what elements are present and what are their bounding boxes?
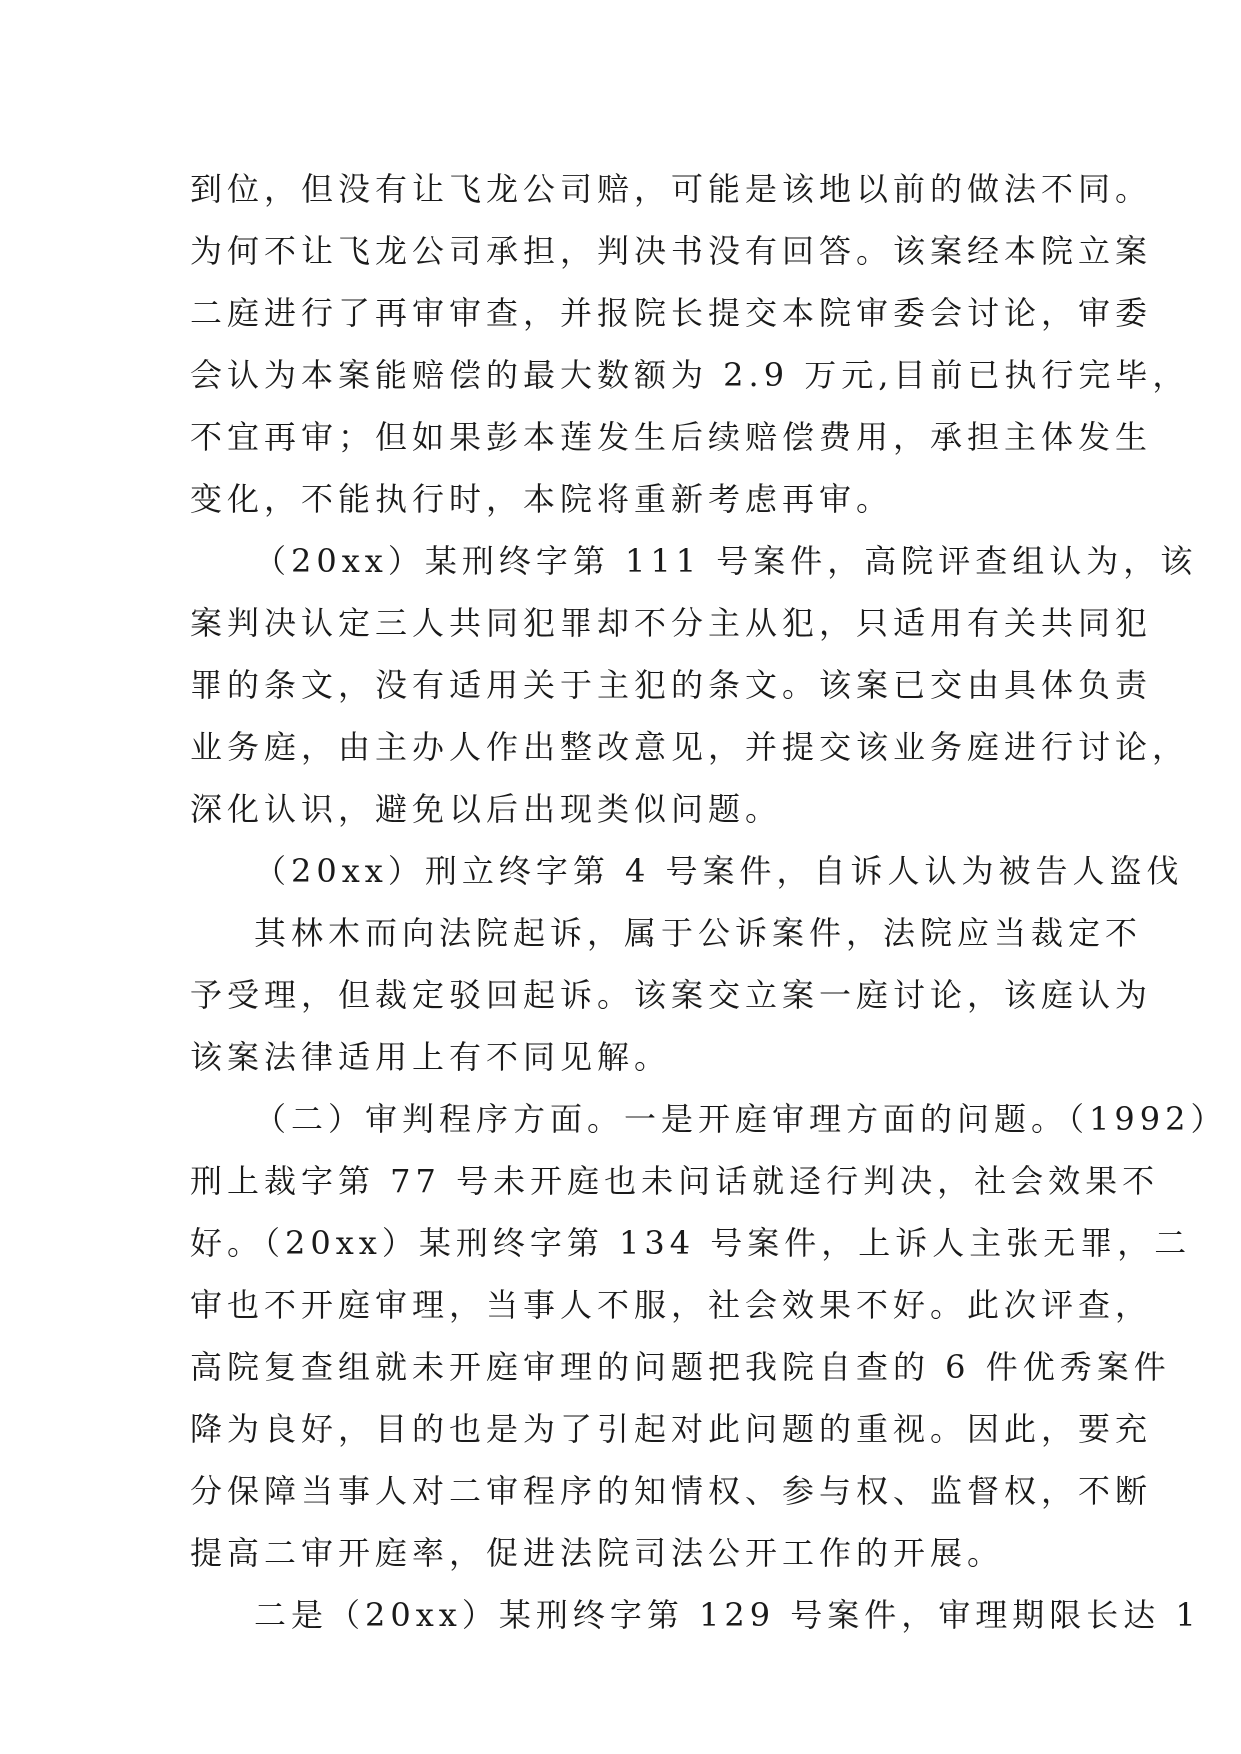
text-line: 深化认识，避免以后出现类似问题。 [190, 790, 783, 828]
text-line: 分保障当事人对二审程序的知情权、参与权、监督权，不断 [190, 1472, 1153, 1510]
paragraph-start-line: 二是（20xx）某刑终字第 129 号案件，审理期限长达 1 [254, 1596, 1201, 1634]
text-line: 提高二审开庭率，促进法院司法公开工作的开展。 [190, 1534, 1005, 1572]
text-line: 二庭进行了再审审查，并报院长提交本院审委会讨论，审委 [190, 294, 1153, 332]
document-body [190, 158, 1228, 1646]
text-line: 为何不让飞龙公司承担，判决书没有回答。该案经本院立案 [190, 232, 1153, 270]
text-line: 高院复查组就未开庭审理的问题把我院自查的 6 件优秀案件 [190, 1348, 1171, 1386]
text-line: 好。（20xx）某刑终字第 134 号案件，上诉人主张无罪，二 [190, 1224, 1192, 1262]
paragraph-start-line: （20xx）刑立终字第 4 号案件，自诉人认为被告人盗伐 [254, 852, 1184, 890]
text-line: 审也不开庭审理，当事人不服，社会效果不好。此次评查， [190, 1286, 1153, 1324]
text-line: 其林木而向法院起诉，属于公诉案件，法院应当裁定不 [254, 914, 1143, 952]
text-line: 刑上裁字第 77 号未开庭也未问话就迳行判决，社会效果不 [190, 1162, 1160, 1200]
text-line: 该案法律适用上有不同见解。 [190, 1038, 672, 1076]
text-line: 降为良好，目的也是为了引起对此问题的重视。因此，要充 [190, 1410, 1153, 1448]
text-line: 到位，但没有让飞龙公司赔，可能是该地以前的做法不同。 [190, 170, 1153, 208]
text-line: 不宜再审；但如果彭本莲发生后续赔偿费用，承担主体发生 [190, 418, 1153, 456]
paragraph-start-line: （20xx）某刑终字第 111 号案件，高院评查组认为，该 [254, 542, 1198, 580]
text-line: 会认为本案能赔偿的最大数额为 2.9 万元,目前已执行完毕， [190, 356, 1190, 394]
text-line: 变化，不能执行时，本院将重新考虑再审。 [190, 480, 894, 518]
section-heading-line: （二）审判程序方面。一是开庭审理方面的问题。（1992） [254, 1100, 1228, 1138]
text-line: 罪的条文，没有适用关于主犯的条文。该案已交由具体负责 [190, 666, 1153, 704]
text-line: 案判决认定三人共同犯罪却不分主从犯，只适用有关共同犯 [190, 604, 1153, 642]
text-line: 予受理，但裁定驳回起诉。该案交立案一庭讨论，该庭认为 [190, 976, 1153, 1014]
text-line: 业务庭，由主办人作出整改意见，并提交该业务庭进行讨论， [190, 728, 1190, 766]
